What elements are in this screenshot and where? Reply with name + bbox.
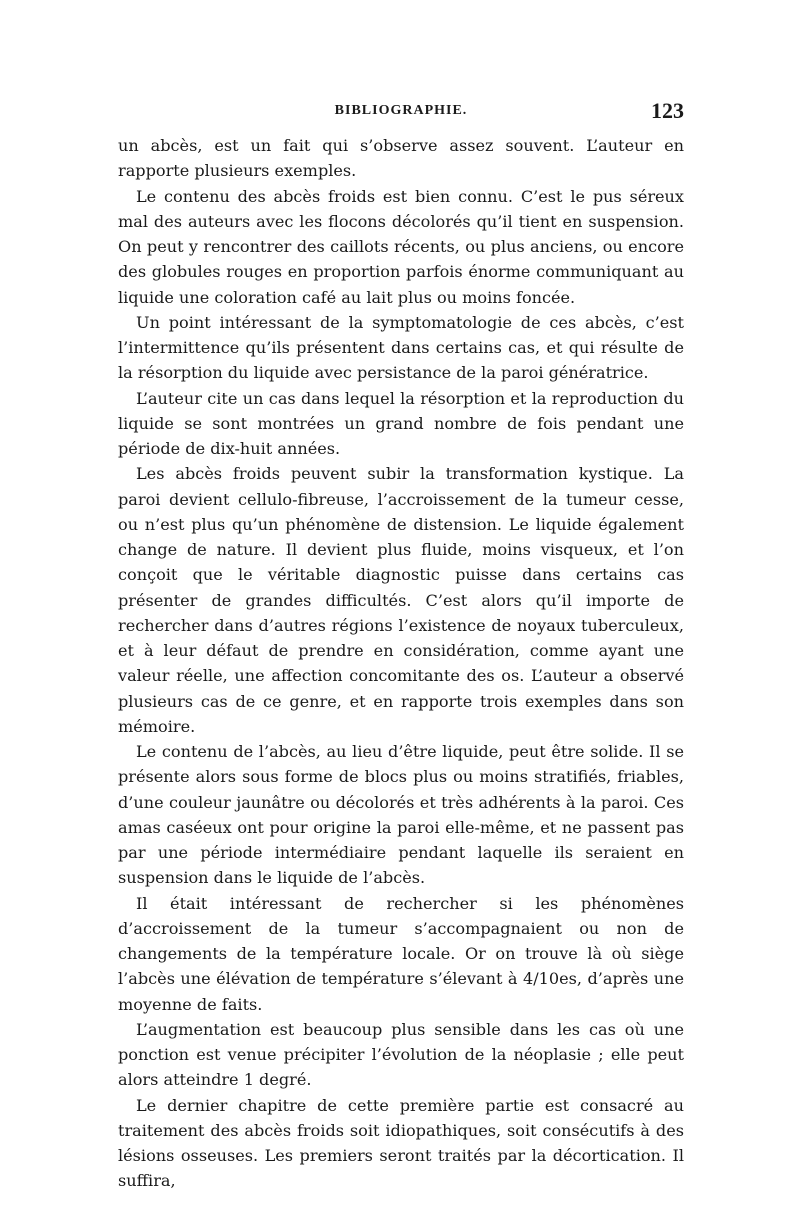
page-number: 123 bbox=[651, 98, 684, 123]
running-title: BIBLIOGRAPHIE. bbox=[334, 103, 468, 118]
paragraph: Un point intéressant de la symptomatologie de ces abcès, c’est l’intermittence qu’ils présentent dans certains cas, et qui résulte de la résorption du liquide avec persistance de la paroi génératrice. bbox=[118, 312, 684, 383]
paragraph: Il était intéressant de rechercher si les phénomènes d’accroissement de la tumeur s’accompagnaient ou non de changements de la température locale. Or on trouve là où siège l’abcès une élévation de température s’élevant à 4/10es, d’après une moyenne de faits. bbox=[118, 893, 684, 1014]
paragraph: un abcès, est un fait qui s’observe assez souvent. L’auteur en rapporte plusieurs exemples. bbox=[118, 136, 684, 181]
paragraph: Les abcès froids peuvent subir la transformation kystique. La paroi devient cellulo-fibreuse, l’accroissement de la tumeur cesse, ou n’est plus qu’un phénomène de distension. Le liquide également change de nature. Il devient plus fluide, moins visqueux, et l’on conçoit que le véritable diagnostic puisse dans certains cas présenter de grandes difficultés. C’est alors qu’il importe de rechercher dans d’autres régions l’existence de noyaux tuberculeux, et à leur défaut de prendre en considération, comme ayant une valeur réelle, une affection concomitante des os. L’auteur a observé plusieurs cas de ce genre, et en rapporte trois exemples dans son mémoire. bbox=[118, 464, 684, 736]
paragraph: L’augmentation est beaucoup plus sensible dans les cas où une ponction est venue précipiter l’évolution de la néoplasie ; elle peut alors atteindre 1 degré. bbox=[118, 1019, 684, 1090]
body-text bbox=[118, 133, 684, 1194]
page-header bbox=[118, 98, 684, 128]
paragraph: Le contenu de l’abcès, au lieu d’être liquide, peut être solide. Il se présente alors sous forme de blocs plus ou moins stratifiés, friables, d’une couleur jaunâtre ou décolorés et très adhérents à la paroi. Ces amas caséeux ont pour origine la paroi elle-même, et ne passent pas par une période intermédiaire pendant laquelle ils seraient en suspension dans le liquide de l’abcès. bbox=[118, 742, 684, 888]
paragraph: Le contenu des abcès froids est bien connu. C’est le pus séreux mal des auteurs avec les flocons décolorés qu’il tient en suspension. On peut y rencontrer des caillots récents, ou plus anciens, ou encore des globules rouges en proportion parfois énorme communiquant au liquide une coloration café au lait plus ou moins foncée. bbox=[118, 186, 684, 307]
paragraph: L’auteur cite un cas dans lequel la résorption et la reproduction du liquide se sont montrées un grand nombre de fois pendant une période de dix-huit années. bbox=[118, 388, 684, 458]
paragraph: Le dernier chapitre de cette première partie est consacré au traitement des abcès froids soit idiopathiques, soit consécutifs à des lésions osseuses. Les premiers seront traités par la décortication. Il suffira, bbox=[118, 1095, 684, 1191]
